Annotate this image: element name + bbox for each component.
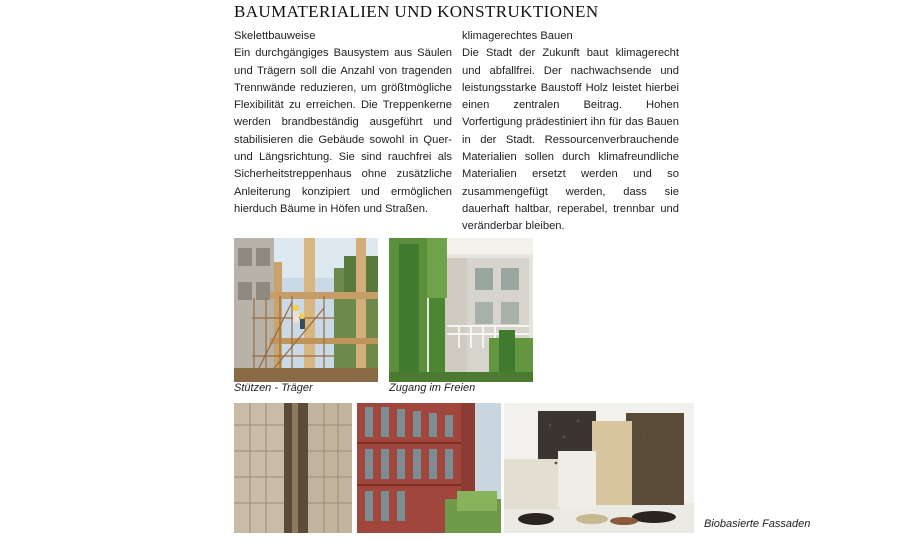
caption-facades: Biobasierte Fassaden — [704, 518, 811, 530]
photo-green-courtyard-access — [389, 238, 533, 382]
photo-red-facade-building — [357, 403, 501, 533]
photo-timber-cladding — [234, 403, 352, 533]
photo-timber-frame-construction — [234, 238, 378, 382]
photo-biobased-material-samples — [504, 403, 694, 533]
caption-photo-1: Stützen - Träger — [234, 382, 313, 394]
section-heading: klimagerechtes Bauen — [462, 30, 573, 42]
section-body: Ein durchgängiges Bausystem aus Säulen und Trägern soll die Anzahl von tragenden Trennwände reduzieren, um größtmögliche Flexibilität zu erreichen. Die Treppenkerne werden brandbeständig ausgeführt und stabilisieren die Gebäude sowohl in Quer- und Längsrichtung. Sie sind rauchfrei als Sicherheitstreppenhaus ohne zusätzliche Anleiterung konzipiert und ermöglichen hierduch Bäume in Höfen und Straßen. — [234, 47, 452, 215]
section-klimagerechtes-bauen — [462, 28, 679, 236]
page-title: BAUMATERIALIEN UND KONSTRUKTIONEN — [234, 2, 599, 21]
caption-photo-2: Zugang im Freien — [389, 382, 476, 394]
section-skelettbauweise — [234, 28, 452, 218]
section-body: Die Stadt der Zukunft baut klimagerecht und abfallfrei. Der nachwachsende und leistungsstarke Baustoff Holz leistet hierbei einen zentralen Beitrag. Hohen Vorfertigung prädestiniert ihn für das Bauen in der Stadt. Ressourcenverbrauchende Materialien sollen durch klimafreundliche Materialien ersetzt werden und so zusammengefügt werden, dass sie dauerhaft haltbar, reperabel, trennbar und veränderbar bleiben. — [462, 47, 679, 233]
section-heading: Skelettbauweise — [234, 30, 316, 42]
